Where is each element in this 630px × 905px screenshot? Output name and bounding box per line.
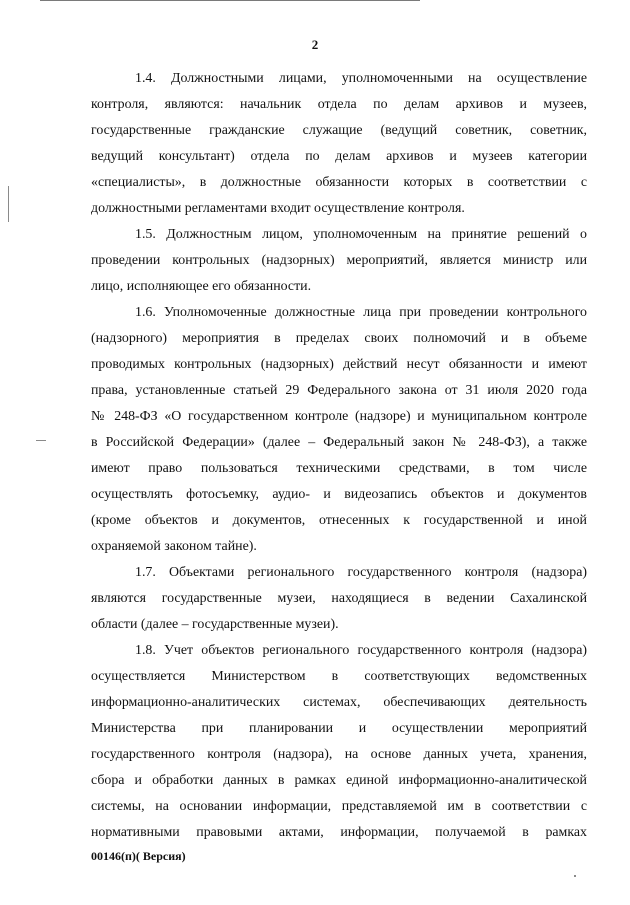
paragraph-1-4 [91, 66, 587, 222]
text-line: государственного контроля (надзора), на основе данных учета, хранения, [91, 747, 587, 762]
text-line: контроля, являются: начальник отдела по делам архивов и музеев, [91, 97, 587, 112]
scan-mark-left-middle [36, 440, 46, 441]
text-line: права, установленные статьей 29 Федерального закона от 31 июля 2020 года [91, 383, 587, 398]
text-line: осуществляется Министерством в соответствующих ведомственных [91, 669, 587, 684]
scan-mark-left-top [8, 186, 9, 222]
text-line: 1.8. Учет объектов регионального государственного контроля (надзора) [135, 643, 587, 658]
scan-speck-bottom-right [574, 875, 576, 877]
text-line: системы, на основании информации, представляемой им в соответствии с [91, 799, 587, 814]
document-body [91, 66, 587, 846]
text-line: являются государственные музеи, находящиеся в ведении Сахалинской [91, 591, 587, 606]
text-line: (надзорного) мероприятия в пределах своих полномочий и в объеме [91, 331, 587, 346]
text-line: 1.7. Объектами регионального государственного контроля (надзора) [135, 565, 587, 580]
text-line: в Российской Федерации» (далее – Федеральный закон № 248-ФЗ), а также [91, 435, 587, 450]
text-line: имеют право пользоваться техническими средствами, в том числе [91, 461, 587, 476]
text-line: осуществлять фотосъемку, аудио- и видеозапись объектов и документов [91, 487, 587, 502]
text-line: государственные гражданские служащие (ведущий советник, советник, [91, 123, 587, 138]
text-line: области (далее – государственные музеи). [91, 617, 339, 632]
text-line: нормативными правовыми актами, информации, получаемой в рамках [91, 825, 587, 840]
text-line: 1.4. Должностными лицами, уполномоченными на осуществление [135, 71, 587, 86]
text-line: должностными регламентами входит осуществление контроля. [91, 201, 465, 216]
text-line: № 248-ФЗ «О государственном контроле (надзоре) и муниципальном контроле [91, 409, 587, 424]
paragraph-1-7 [91, 560, 587, 638]
text-line: проводимых контрольных (надзорных) действий несут обязанности и имеют [91, 357, 587, 372]
text-line: «специалисты», в должностные обязанности которых в соответствии с [91, 175, 587, 190]
text-line: (кроме объектов и документов, отнесенных к государственной и иной [91, 513, 587, 528]
text-line: информационно-аналитических системах, обеспечивающих деятельность [91, 695, 587, 710]
text-line: Министерства при планировании и осуществлении мероприятий [91, 721, 587, 736]
text-line: проведении контрольных (надзорных) мероприятий, является министр или [91, 253, 587, 268]
text-line: ведущий консультант) отдела по делам архивов и музеев категории [91, 149, 587, 164]
paragraph-1-8 [91, 638, 587, 846]
page-number: 2 [311, 37, 319, 52]
document-code-footer: 00146(п)( Версия) [91, 849, 186, 863]
text-line: лицо, исполняющее его обязанности. [91, 279, 312, 294]
text-line: сбора и обработки данных в рамках единой информационно-аналитической [91, 773, 587, 788]
scan-top-line [40, 0, 420, 1]
paragraph-1-5 [91, 222, 587, 300]
paragraph-1-6 [91, 300, 587, 560]
text-line: 1.5. Должностным лицом, уполномоченным на принятие решений о [135, 227, 587, 242]
text-line: 1.6. Уполномоченные должностные лица при проведении контрольного [135, 305, 587, 320]
text-line: охраняемой законом тайне). [91, 539, 257, 554]
